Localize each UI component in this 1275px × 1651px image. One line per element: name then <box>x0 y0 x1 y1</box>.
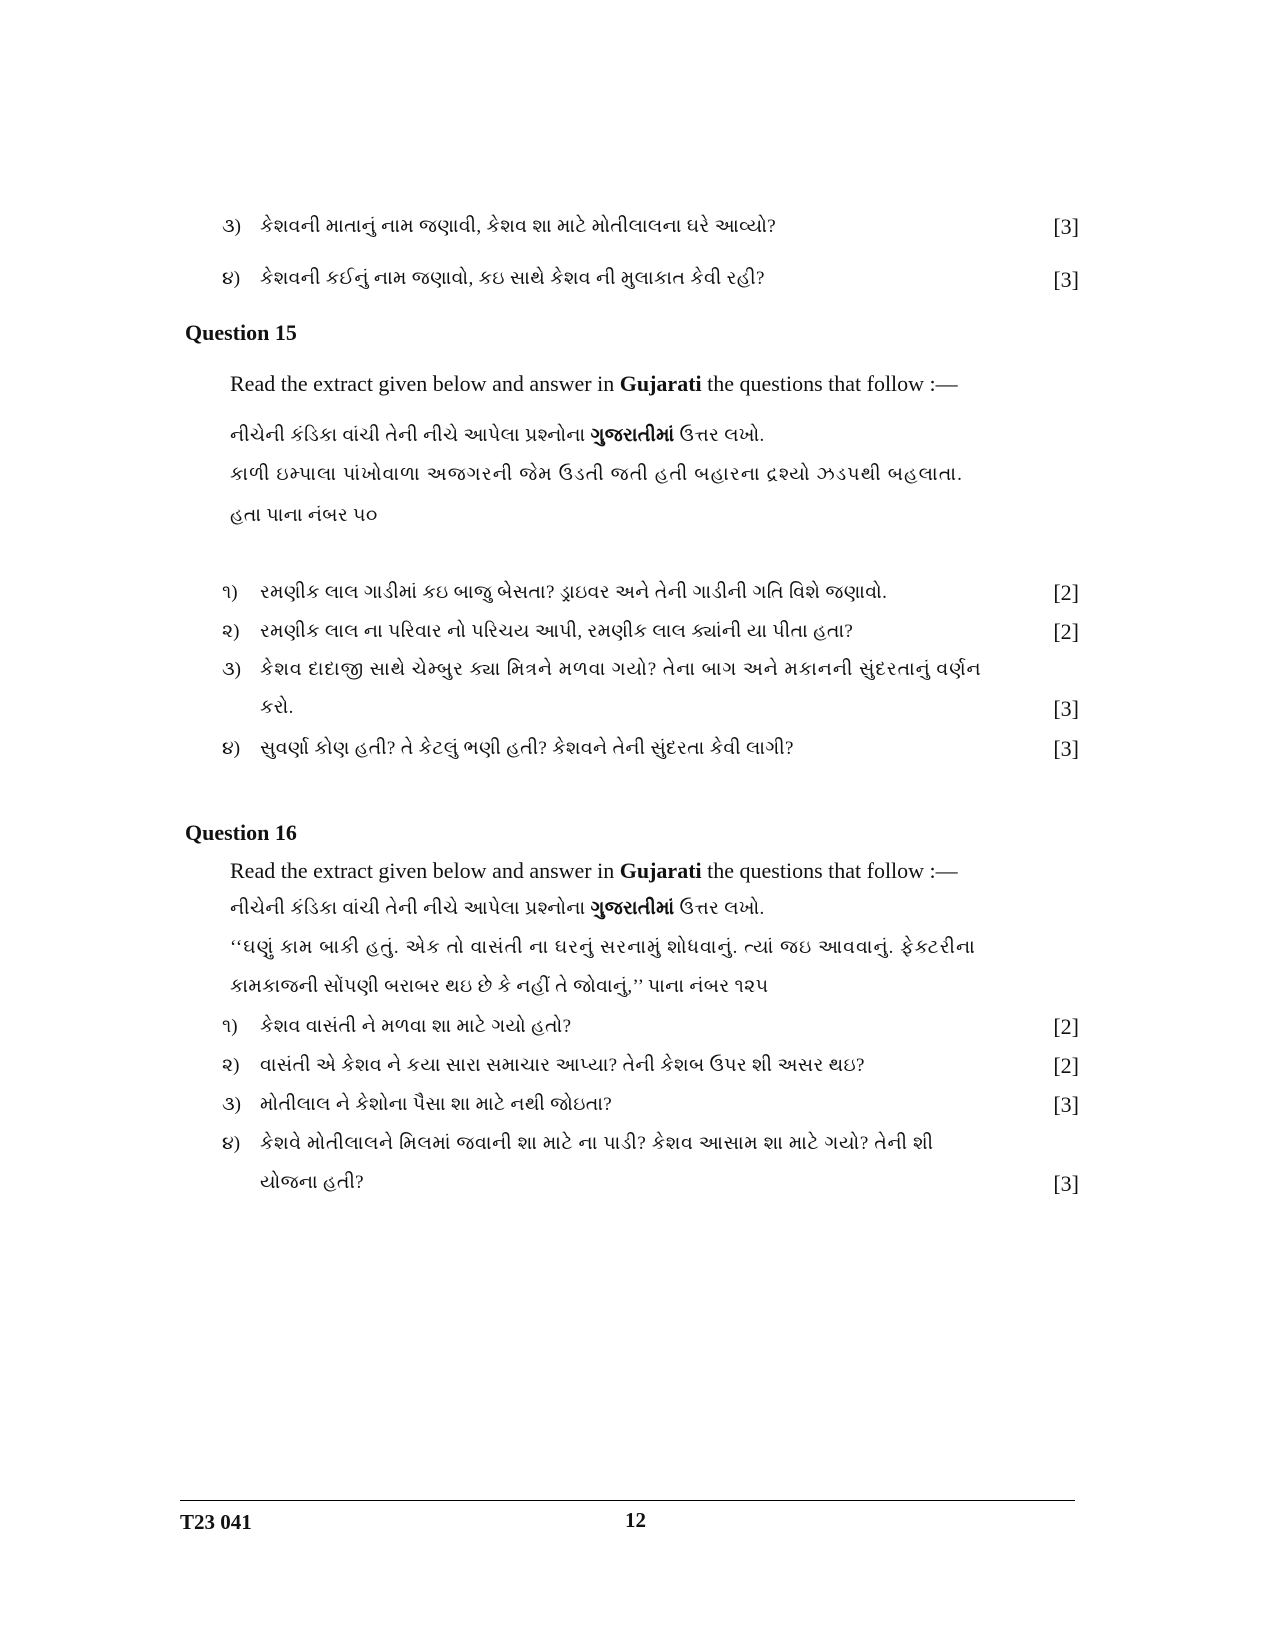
q15-item-4-text: સુવર્ણા કોણ હતી? તે કેટલું ભણી હતી? કેશવને તેની સુંદરતા કેવી લાગી? <box>260 738 794 759</box>
question-15-gujarati-instruction <box>230 425 765 447</box>
q15-item-3-text-continued: કરો. <box>260 697 294 718</box>
question-15-extract-line-2: હતા પાના નંબર ૫૦ <box>230 505 378 526</box>
q15-item-4-marks: [3] <box>1053 736 1079 761</box>
q15-item-3-text: કેશવ દાદાજી સાથે ચેમ્બુર ક્યા મિત્રને મળવા ગયો? તેના બાગ અને મકાનની સુંદરતાનું વર્ણન <box>260 659 982 680</box>
q15-item-2-marks: [2] <box>1053 619 1079 644</box>
q16-item-1-text: કેશવ વાસંતી ને મળવા શા માટે ગયો હતો? <box>260 1016 572 1037</box>
q16-guj-bold: ગુજરાતીમાં <box>590 898 675 919</box>
question-16-instruction <box>230 858 958 884</box>
footer-divider <box>180 1500 1075 1501</box>
q14-item-3-number: ૩) <box>222 216 241 237</box>
q15-intro-bold: Gujarati <box>619 371 702 396</box>
q16-item-2-marks: [2] <box>1053 1053 1079 1078</box>
q15-item-1-number: ૧) <box>222 582 238 603</box>
question-15-instruction <box>230 371 958 397</box>
q15-guj-pre: નીચેની કંડિકા વાંચી તેની નીચે આપેલા પ્રશ્નોના <box>230 425 591 446</box>
q16-item-4-number: ૪) <box>222 1133 241 1154</box>
q16-intro-post: the questions that follow :— <box>701 858 958 883</box>
q15-intro-post: the questions that follow :— <box>701 371 958 396</box>
q15-item-1-marks: [2] <box>1053 580 1079 605</box>
q15-guj-bold: ગુજરાતીમાં <box>590 425 675 446</box>
q15-item-1-text: રમણીક લાલ ગાડીમાં કઇ બાજુ બેસતા? ડ્રાઇવર અને તેની ગાડીની ગતિ વિશે જણાવો. <box>260 582 888 603</box>
q16-guj-pre: નીચેની કંડિકા વાંચી તેની નીચે આપેલા પ્રશ્નોના <box>230 898 591 919</box>
question-15-heading: Question 15 <box>185 320 297 345</box>
q14-item-4-marks: [3] <box>1053 267 1079 292</box>
question-16-gujarati-instruction <box>230 898 765 920</box>
q15-item-3-marks: [3] <box>1053 696 1079 721</box>
q16-item-4-text: કેશવે મોતીલાલને મિલમાં જવાની શા માટે ના પાડી? કેશવ આસામ શા માટે ગયો? તેની શી <box>260 1133 934 1154</box>
q15-intro-pre: Read the extract given below and answer in <box>230 371 620 396</box>
q16-item-3-number: ૩) <box>222 1094 241 1115</box>
q16-item-4-marks: [3] <box>1053 1171 1079 1196</box>
q14-item-4-text: કેશવની કઈનું નામ જણાવો, કઇ સાથે કેશવ ની મુલાકાત કેવી રહી? <box>260 268 765 289</box>
q16-intro-bold: Gujarati <box>619 858 702 883</box>
question-16-extract-line-2: કામકાજની સોંપણી બરાબર થઇ છે કે નહીં તે જોવાનું,’’ પાના નંબર ૧૨૫ <box>230 976 769 997</box>
q16-item-3-text: મોતીલાલ ને કેશોના પૈસા શા માટે નથી જોઇતા? <box>260 1094 613 1115</box>
q16-item-1-marks: [2] <box>1053 1014 1079 1039</box>
q16-item-2-text: વાસંતી એ કેશવ ને કયા સારા સમાચાર આપ્યા? તેની કેશબ ઉપર શી અસર થઇ? <box>260 1055 865 1076</box>
q15-item-2-text: રમણીક લાલ ના પરિવાર નો પરિચય આપી, રમણીક લાલ ક્યાંની યા પીતા હતા? <box>260 621 854 642</box>
q15-item-3-number: ૩) <box>222 659 241 680</box>
question-16-heading: Question 16 <box>185 820 297 845</box>
q14-item-3-marks: [3] <box>1053 214 1079 239</box>
q15-item-4-number: ૪) <box>222 738 241 759</box>
paper-code: T23 041 <box>180 1510 252 1534</box>
q16-item-1-number: ૧) <box>222 1016 238 1037</box>
page-number: 12 <box>625 1508 646 1532</box>
q15-item-2-number: ૨) <box>222 621 240 642</box>
q16-item-3-marks: [3] <box>1053 1092 1079 1117</box>
question-16-extract-line-1: ‘‘ઘણું કામ બાકી હતું. એક તો વાસંતી ના ઘરનું સરનામું શોધવાનું. ત્યાં જઇ આવવાનું. ફેક્ટરીના <box>230 937 976 958</box>
q14-item-3-text: કેશવની માતાનું નામ જણાવી, કેશવ શા માટે મોતીલાલના ઘરે આવ્યો? <box>260 216 777 237</box>
q16-item-2-number: ૨) <box>222 1055 240 1076</box>
q16-guj-post: ઉત્તર લખો. <box>674 898 765 919</box>
q16-intro-pre: Read the extract given below and answer in <box>230 858 620 883</box>
q15-guj-post: ઉત્તર લખો. <box>674 425 765 446</box>
question-15-extract-line-1: કાળી ઇમ્પાલા પાંખોવાળા અજગરની જેમ ઉડતી જતી હતી બહારના દ્રશ્યો ઝડપથી બહલાતા. <box>230 464 963 485</box>
q16-item-4-text-continued: યોજના હતી? <box>260 1172 364 1193</box>
q14-item-4-number: ૪) <box>222 268 241 289</box>
